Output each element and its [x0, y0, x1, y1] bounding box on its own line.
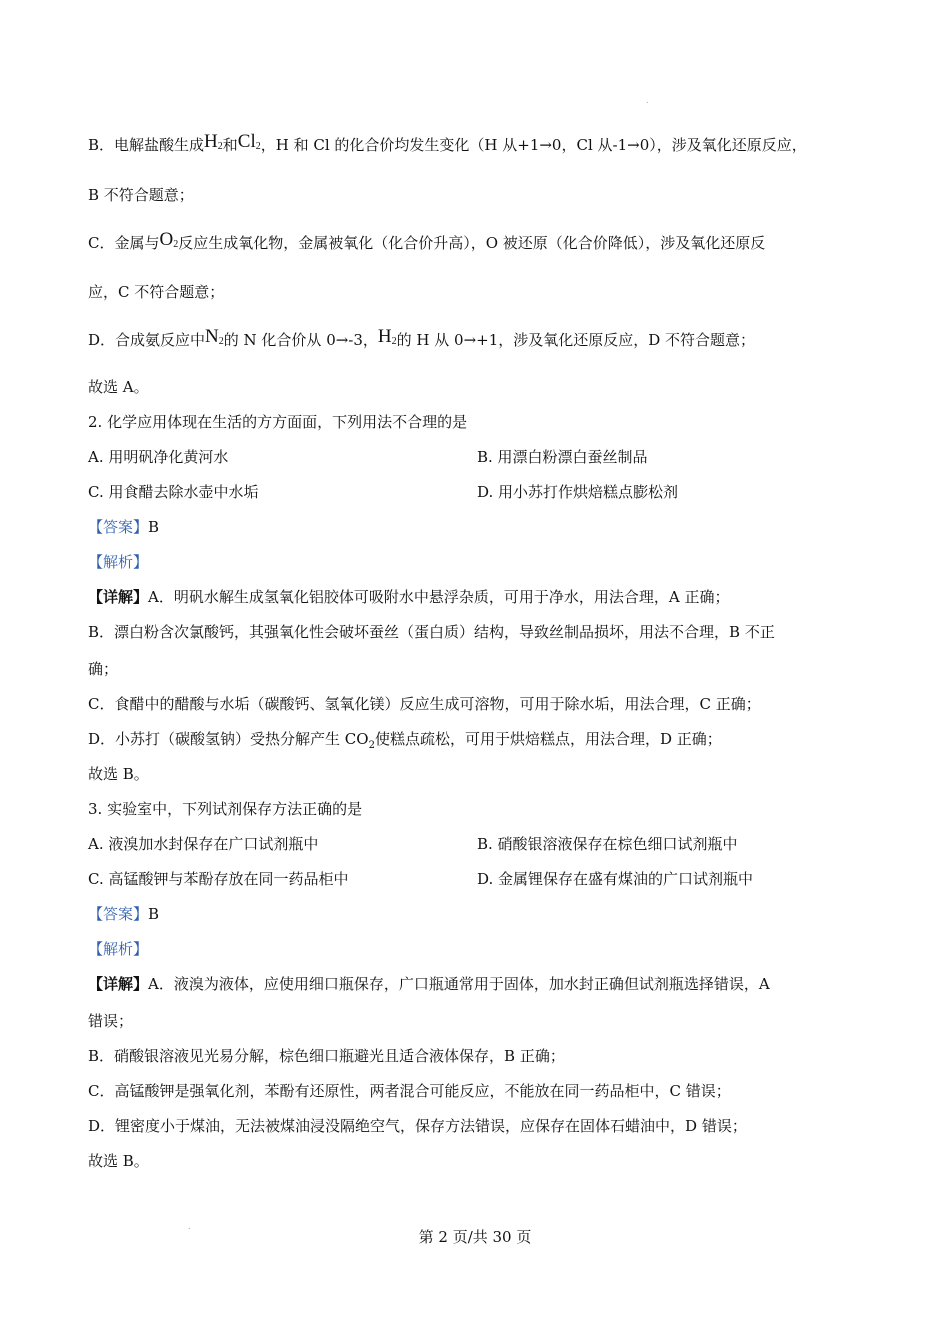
q3-detail-c: C．高锰酸钾是强氧化剂，苯酚有还原性，两者混合可能反应，不能放在同一药品柜中，C 错误；: [88, 1082, 731, 1100]
q3-option-c: C. 高锰酸钾与苯酚存放在同一药品柜中: [88, 870, 349, 888]
q3-detail-a-line1: 【详解】A．液溴为液体，应使用细口瓶保存，广口瓶通常用于固体，加水封正确但试剂瓶选择错误，A: [88, 975, 770, 993]
answer-value: B: [148, 905, 160, 923]
q2-option-a: A. 用明矾净化黄河水: [88, 448, 229, 466]
q2-detail-c: C．食醋中的醋酸与水垢（碳酸钙、氢氧化镁）反应生成可溶物，可用于除水垢，用法合理，C 正确；: [88, 695, 761, 713]
q3-conclusion: 故选 B。: [88, 1152, 149, 1170]
formula-cl2: $Cl_2$: [237, 131, 261, 152]
q3-answer: [88, 903, 159, 925]
q3-option-a: A. 液溴加水封保存在广口试剂瓶中: [88, 835, 319, 853]
q2-analysis-label: 【解析】: [88, 553, 149, 571]
answer-value: B: [148, 518, 160, 536]
detail-label: 【详解】: [88, 975, 149, 993]
q3-option-d: D. 金属锂保存在盛有煤油的广口试剂瓶中: [477, 870, 754, 888]
page-footer: 第 2 页/共 30 页: [418, 1228, 532, 1246]
q2-detail-a: 【详解】A．明矾水解生成氢氧化铝胶体可吸附水中悬浮杂质，可用于净水，用法合理，A 正确；: [88, 588, 730, 606]
decorative-dot: .: [646, 96, 649, 105]
q2-option-c: C. 用食醋去除水壶中水垢: [88, 483, 259, 501]
q3-option-b: B. 硝酸银溶液保存在棕色细口试剂瓶中: [477, 835, 738, 853]
q2-option-b: B. 用漂白粉漂白蚕丝制品: [477, 448, 648, 466]
q3-detail-d: D．锂密度小于煤油，无法被煤油浸没隔绝空气，保存方法错误，应保存在固体石蜡油中，D 错误；: [88, 1117, 747, 1135]
q2-detail-d: D．小苏打（碳酸氢钠）受热分解产生 $CO_2$使糕点疏松，可用于烘焙糕点，用法合理，D 正确；: [88, 730, 722, 751]
q1-option-c-analysis-line2: 应，C 不符合题意；: [88, 283, 225, 301]
q2-detail-b-line2: 确；: [88, 660, 119, 678]
q1-option-b-analysis-line2: B 不符合题意；: [88, 186, 194, 204]
q2-detail-b-line1: B．漂白粉含次氯酸钙，其强氧化性会破坏蚕丝（蛋白质）结构，导致丝制品损坏，用法不合理，B 不正: [88, 623, 775, 641]
q2-conclusion: 故选 B。: [88, 765, 149, 783]
answer-label: 【答案】: [88, 905, 149, 923]
q3-stem: 3. 实验室中，下列试剂保存方法正确的是: [88, 800, 363, 818]
q1-conclusion: 故选 A。: [88, 378, 149, 396]
decorative-dot: .: [188, 1222, 191, 1231]
q3-detail-a-line2: 错误；: [88, 1012, 134, 1030]
detail-label: 【详解】: [88, 588, 149, 606]
q2-option-d: D. 用小苏打作烘焙糕点膨松剂: [477, 483, 679, 501]
q2-answer: [88, 516, 159, 538]
q3-analysis-label: 【解析】: [88, 940, 149, 958]
q1-option-d-analysis: D．合成氨反应中$N_2$的 N 化合价从 0→-3，$H_2$的 H 从 0→+1，涉及氧化还原反应，D 不符合题意；: [88, 326, 756, 349]
formula-h2: $H_2$: [204, 131, 223, 152]
formula-n2: $N_2$: [205, 326, 224, 347]
q1-option-b-analysis-line1: B．电解盐酸生成$H_2$和$Cl_2$，H 和 Cl 的化合价均发生变化（H 从+1→0，Cl 从-1→0），涉及氧化还原反应，: [88, 131, 807, 154]
answer-label: 【答案】: [88, 518, 149, 536]
formula-h2: $H_2$: [377, 326, 397, 347]
q2-stem: 2. 化学应用体现在生活的方方面面，下列用法不合理的是: [88, 413, 468, 431]
formula-o2: $O_2$: [159, 229, 179, 250]
q3-detail-b: B．硝酸银溶液见光易分解，棕色细口瓶避光且适合液体保存，B 正确；: [88, 1047, 565, 1065]
q1-option-c-analysis-line1: C．金属与$O_2$反应生成氧化物，金属被氧化（化合价升高），O 被还原（化合价降低），涉及氧化还原反: [88, 229, 766, 252]
